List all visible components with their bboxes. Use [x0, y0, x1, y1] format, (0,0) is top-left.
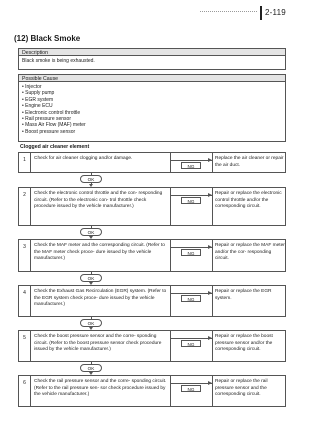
- step-repair-text: Repair or replace the rail pressure sensor and the corresponding circuit.: [215, 379, 268, 398]
- ng-label: NG: [181, 249, 201, 256]
- ok-connector: [80, 173, 104, 187]
- ng-arrow-line: [170, 383, 212, 384]
- ng-arrow-head: [208, 193, 212, 197]
- cause-item: • Injector: [22, 84, 282, 90]
- step-row-4: [18, 285, 286, 317]
- step-row-6: [18, 375, 286, 407]
- possible-cause-list: [19, 82, 285, 137]
- ng-arrow-line: [170, 293, 212, 294]
- ng-arrow-head: [208, 381, 212, 385]
- ng-label: NG: [181, 340, 201, 347]
- step-divider: [212, 240, 213, 271]
- step-row-5: [18, 330, 286, 362]
- step-repair-text: Repair or replace the electronic control throttle and/or the corresponding circuit.: [215, 191, 282, 210]
- step-divider: [212, 188, 213, 225]
- step-divider: [212, 376, 213, 406]
- ng-arrow-line: [170, 160, 212, 161]
- step-divider: [170, 331, 171, 361]
- step-divider: [212, 331, 213, 361]
- ng-arrow-head: [208, 291, 212, 295]
- cause-item: • Boost pressure sensor: [22, 129, 282, 135]
- step-check-text: Check the Exhaust Gas Recirculation (EGR) system. (Refer to the EGR system check proce- dure issued by the vehicle manufacturer.): [34, 289, 167, 308]
- cause-item: • Engine ECU: [22, 103, 282, 109]
- ng-arrow-head: [208, 336, 212, 340]
- ok-label: OK: [80, 228, 102, 236]
- step-check-text: Check the electronic control throttle and the con- responding circuit. (Refer to the electronic con- trol throttle check procedure issued by the vehicle manufacturer.): [34, 191, 163, 210]
- step-check-text: Check the rail pressure sensor and the corre- sponding circuit. (Refer to the rail pressure sen- sor check procedure issued by the vehicle manufacturer.): [34, 379, 167, 398]
- description-box: [18, 48, 286, 70]
- step-number: 5: [19, 331, 31, 361]
- ng-arrow-head: [208, 245, 212, 249]
- ng-arrow-line: [170, 195, 212, 196]
- step-check-text: Check the MAF meter and the corresponding circuit. (Refer to the MAF meter check proce- dure issued by the vehicle manufacturer.): [34, 243, 165, 262]
- step-repair-text: Repair or replace the EGR system.: [215, 289, 272, 301]
- possible-cause-heading: Possible Cause: [19, 75, 285, 82]
- ok-connector: [80, 317, 104, 330]
- cause-item: • Supply pump: [22, 90, 282, 96]
- step-row-1: [18, 152, 286, 173]
- step-repair-text: Repair or replace the boost pressure sensor and/or the corresponding circuit.: [215, 334, 273, 353]
- step-number: 6: [19, 376, 31, 406]
- possible-cause-box: [18, 74, 286, 142]
- header-bar: [260, 6, 262, 20]
- ok-connector: [80, 272, 104, 285]
- header-dotted-rule: [200, 11, 257, 12]
- step-divider: [170, 188, 171, 225]
- ok-connector: [80, 362, 104, 375]
- ok-label: OK: [80, 364, 102, 372]
- step-divider: [212, 286, 213, 316]
- step-number: 4: [19, 286, 31, 316]
- step-check-text: Check for air cleaner clogging and/or damage.: [34, 156, 133, 161]
- page-number: 2-119: [265, 8, 286, 17]
- step-divider: [170, 286, 171, 316]
- ok-label: OK: [80, 175, 102, 183]
- step-row-3: [18, 239, 286, 272]
- step-divider: [170, 153, 171, 172]
- ng-label: NG: [181, 162, 201, 169]
- step-number: 1: [19, 153, 31, 172]
- cause-item: • Rail pressure sensor: [22, 116, 282, 122]
- step-repair-text: Replace the air cleaner or repair the air duct.: [215, 156, 284, 168]
- ok-label: OK: [80, 274, 102, 282]
- cause-item: • EGR system: [22, 97, 282, 103]
- step-divider: [170, 240, 171, 271]
- step-number: 3: [19, 240, 31, 271]
- cause-item: • Mass Air Flow (MAF) meter: [22, 122, 282, 128]
- step-divider: [212, 153, 213, 172]
- step-row-2: [18, 187, 286, 226]
- ng-label: NG: [181, 197, 201, 204]
- ok-label: OK: [80, 319, 102, 327]
- ng-arrow-line: [170, 338, 212, 339]
- ng-label: NG: [181, 295, 201, 302]
- cause-item: • Electronic control throttle: [22, 110, 282, 116]
- section-title: (12) Black Smoke: [14, 34, 81, 43]
- step-number: 2: [19, 188, 31, 225]
- ng-arrow-head: [208, 158, 212, 162]
- ng-arrow-line: [170, 247, 212, 248]
- ok-connector: [80, 226, 104, 239]
- step-repair-text: Repair or replace the MAF meter and/or the cor- responding circuit.: [215, 243, 285, 262]
- step-divider: [170, 376, 171, 406]
- description-text: Black smoke is being exhausted.: [22, 58, 95, 64]
- subsection-title: Clogged air cleaner element: [20, 144, 90, 150]
- ng-label: NG: [181, 385, 201, 392]
- description-heading: Description: [19, 49, 285, 56]
- step-check-text: Check the boost pressure sensor and the corre- sponding circuit. (Refer to the boost pressure sensor check procedure issued by the vehicle manufacturer.): [34, 334, 162, 353]
